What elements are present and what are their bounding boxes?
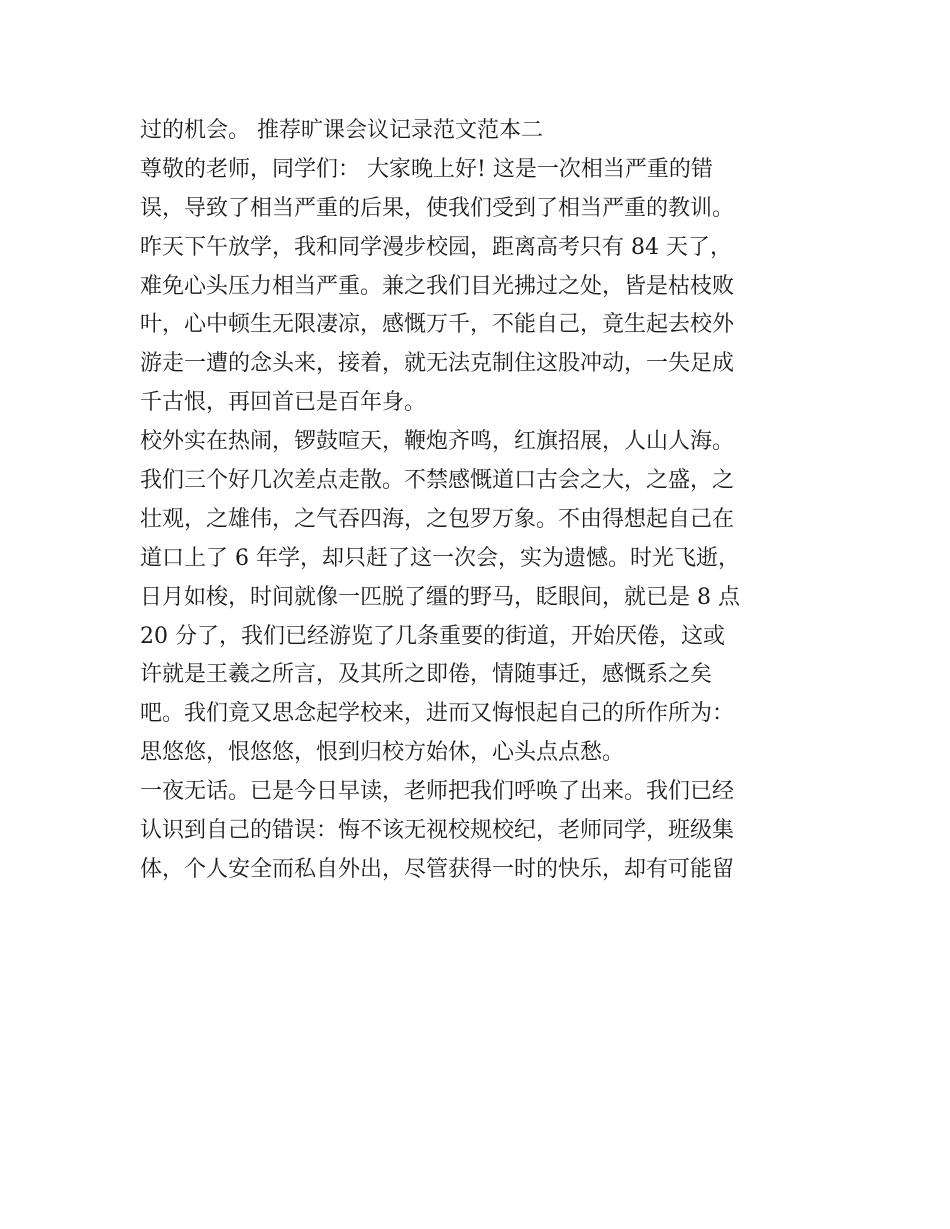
text-line: 20 分了，我们已经游览了几条重要的街道，开始厌倦，这或 [140, 623, 725, 649]
text-line: 过的机会。 推荐旷课会议记录范文范本二 [140, 118, 543, 143]
text-line: 难免心头压力相当严重。兼之我们目光拂过之处，皆是枯枝败 [140, 273, 735, 299]
text-line: 千古恨，再回首已是百年身。 [140, 390, 427, 416]
text-line: 我们三个好几次差点走散。不禁感慨道口古会之大，之盛，之 [140, 468, 735, 494]
text-line: 许就是王羲之所言，及其所之即倦，情随事迁，感慨系之矣 [140, 662, 713, 688]
text-line: 误，导致了相当严重的后果，使我们受到了相当严重的教训。 [140, 195, 735, 221]
document-body [140, 112, 830, 890]
text-line: 认识到自己的错误：悔不该无视校规校纪，老师同学，班级集 [140, 818, 735, 844]
text-line: 一夜无话。已是今日早读，老师把我们呼唤了出来。我们已经 [140, 779, 735, 805]
text-line: 日月如梭，时间就像一匹脱了缰的野马，眨眼间，就已是 8 点 [140, 584, 740, 610]
text-line: 尊敬的老师，同学们： 大家晚上好! 这是一次相当严重的错 [140, 156, 713, 182]
text-line: 校外实在热闹，锣鼓喧天，鞭炮齐鸣，红旗招展，人山人海。 [140, 429, 735, 455]
text-line: 叶，心中顿生无限凄凉，感慨万千，不能自己，竟生起去校外 [140, 312, 735, 338]
text-line: 游走一遭的念头来，接着，就无法克制住这股冲动，一失足成 [140, 351, 735, 377]
text-line: 体，个人安全而私自外出，尽管获得一时的快乐，却有可能留 [140, 856, 735, 882]
text-line: 吧。我们竟又思念起学校来，进而又悔恨起自己的所作所为： [140, 701, 735, 727]
text-line: 道口上了 6 年学，却只赶了这一次会，实为遗憾。时光飞逝， [140, 545, 740, 571]
text-line: 思悠悠，恨悠悠，恨到归校方始休，心头点点愁。 [140, 740, 625, 766]
text-line: 壮观，之雄伟，之气吞四海，之包罗万象。不由得想起自己在 [140, 506, 735, 532]
text-line: 昨天下午放学，我和同学漫步校园，距离高考只有 84 天了， [140, 234, 732, 260]
